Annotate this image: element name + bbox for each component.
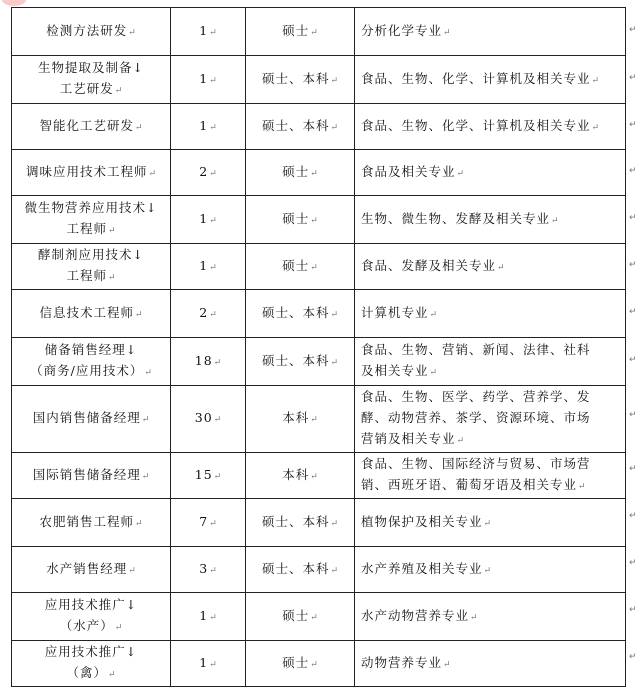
paragraph-mark: ↵ — [209, 565, 217, 576]
position-cell — [12, 244, 171, 290]
paragraph-mark: ↵ — [134, 518, 143, 529]
paragraph-mark: ↵ — [114, 86, 123, 96]
count-cell — [171, 641, 246, 687]
row-end-mark: ↵ — [629, 355, 637, 365]
major-cell — [355, 386, 626, 453]
paragraph-mark: ↵ — [209, 262, 217, 273]
degree-cell-text: 硕士 — [282, 22, 310, 38]
position-line: 生物提取及制备↓ — [38, 60, 144, 75]
position-line: （禽）↵ — [66, 665, 116, 680]
degree-cell — [246, 150, 355, 196]
position-line: 农肥销售工程师↵ — [39, 513, 143, 529]
paragraph-mark: ↵ — [330, 518, 339, 529]
position-line: 微生物营养应用技术↓ — [24, 200, 158, 215]
major-cell-text: 食品、发酵及相关专业 — [361, 257, 497, 273]
degree-cell — [246, 8, 355, 56]
position-line: 调味应用技术工程师↵ — [25, 163, 157, 179]
major-cell-text: 动物营养专业 — [361, 654, 443, 670]
major-cell-text: 食品、生物、营销、新闻、法律、社科及相关专业 — [361, 342, 591, 378]
row-end-mark: ↵ — [629, 73, 637, 83]
count-cell-text: 3 — [199, 560, 209, 576]
paragraph-mark: ↵ — [497, 262, 505, 273]
count-cell — [171, 386, 246, 453]
paragraph-mark: ↵ — [107, 273, 116, 283]
table-row — [12, 56, 626, 104]
major-cell — [355, 104, 626, 150]
paragraph-mark: ↵ — [209, 518, 217, 529]
major-cell — [355, 547, 626, 593]
degree-cell-text: 硕士、本科 — [261, 513, 330, 529]
row-end-mark: ↵ — [629, 213, 637, 223]
position-line: 储备销售经理↓ — [44, 342, 138, 357]
count-cell — [171, 150, 246, 196]
paragraph-mark: ↵ — [591, 75, 600, 86]
position-line: 智能化工艺研发↵ — [39, 117, 143, 133]
paragraph-mark: ↵ — [330, 75, 339, 86]
paragraph-mark: ↵ — [443, 659, 451, 670]
position-cell — [12, 547, 171, 593]
paragraph-mark: ↵ — [134, 309, 143, 320]
count-cell-text: 30 — [194, 410, 213, 425]
major-cell — [355, 641, 626, 687]
count-cell — [171, 593, 246, 641]
position-cell — [12, 453, 171, 499]
major-cell — [355, 593, 626, 641]
paragraph-mark: ↵ — [429, 368, 438, 378]
count-cell-text: 1 — [199, 70, 209, 86]
corner-mark — [2, 0, 26, 6]
major-cell-text: 水产动物营养专业 — [361, 607, 470, 623]
paragraph-mark: ↵ — [443, 27, 451, 38]
paragraph-mark: ↵ — [456, 436, 465, 446]
position-cell — [12, 104, 171, 150]
degree-cell-text: 硕士、本科 — [261, 304, 330, 320]
position-line: 国际销售储备经理↵ — [32, 466, 150, 482]
paragraph-mark: ↵ — [591, 122, 600, 133]
row-end-mark: ↵ — [629, 511, 637, 521]
degree-cell-text: 硕士 — [282, 257, 310, 273]
position-line: 工程师↵ — [66, 268, 116, 283]
position-cell — [12, 499, 171, 547]
major-cell-text: 食品及相关专业 — [361, 163, 456, 179]
major-cell-text: 计算机专业 — [361, 304, 429, 320]
paragraph-mark: ↵ — [107, 226, 116, 236]
paragraph-mark: ↵ — [551, 215, 559, 226]
row-end-mark: ↵ — [629, 166, 637, 176]
table-row — [12, 453, 626, 499]
major-cell-text: 食品、生物、国际经济与贸易、市场营销、西班牙语、葡萄牙语及相关专业 — [361, 456, 591, 492]
count-cell-text: 1 — [199, 654, 209, 670]
paragraph-mark: ↵ — [330, 122, 339, 133]
degree-cell-text: 硕士、本科 — [261, 560, 330, 576]
paragraph-mark: ↵ — [213, 415, 222, 425]
paragraph-mark: ↵ — [209, 75, 217, 86]
position-cell — [12, 338, 171, 386]
paragraph-mark: ↵ — [209, 168, 217, 179]
row-end-mark: ↵ — [629, 307, 637, 317]
major-cell — [355, 56, 626, 104]
table-row — [12, 547, 626, 593]
major-cell — [355, 290, 626, 338]
major-cell-text: 食品、生物、化学、计算机及相关专业 — [361, 117, 591, 133]
count-cell — [171, 499, 246, 547]
paragraph-mark: ↵ — [310, 415, 318, 425]
major-cell — [355, 244, 626, 290]
count-cell — [171, 338, 246, 386]
paragraph-mark: ↵ — [128, 27, 136, 38]
count-cell-text: 1 — [199, 257, 209, 273]
paragraph-mark: ↵ — [310, 471, 318, 482]
row-end-mark: ↵ — [629, 464, 637, 474]
position-line: （商务/应用技术）↵ — [30, 363, 152, 378]
paragraph-mark: ↵ — [209, 27, 217, 38]
degree-cell-text: 硕士、本科 — [261, 352, 330, 368]
position-line: 水产销售经理↵ — [46, 560, 136, 576]
position-line: 应用技术推广↓ — [44, 597, 138, 612]
paragraph-mark: ↵ — [148, 168, 157, 179]
degree-cell-text: 硕士 — [282, 163, 310, 179]
position-cell — [12, 150, 171, 196]
major-cell-text: 分析化学专业 — [361, 22, 443, 38]
degree-cell-text: 硕士 — [282, 210, 310, 226]
degree-cell-text: 硕士、本科 — [261, 117, 330, 133]
count-cell-text: 7 — [199, 513, 209, 529]
major-cell-text: 食品、生物、化学、计算机及相关专业 — [361, 70, 591, 86]
major-cell-text: 食品、生物、医学、药学、营养学、发酵、动物营养、茶学、资源环境、市场营销及相关专业 — [361, 389, 591, 446]
count-cell-text: 2 — [199, 163, 209, 179]
degree-cell — [246, 104, 355, 150]
paragraph-mark: ↵ — [134, 122, 143, 133]
paragraph-mark: ↵ — [141, 471, 150, 482]
paragraph-mark: ↵ — [578, 482, 586, 492]
count-cell-text: 1 — [199, 210, 209, 226]
row-end-mark: ↵ — [629, 652, 637, 662]
degree-cell-text: 硕士、本科 — [261, 70, 330, 86]
count-cell — [171, 196, 246, 244]
paragraph-mark: ↵ — [330, 565, 339, 576]
paragraph-mark: ↵ — [114, 623, 123, 633]
row-end-mark: ↵ — [629, 260, 637, 270]
count-cell — [171, 8, 246, 56]
row-end-mark: ↵ — [629, 120, 637, 130]
major-cell — [355, 196, 626, 244]
paragraph-mark: ↵ — [310, 262, 318, 273]
position-line: 信息技术工程师↵ — [39, 304, 143, 320]
table-row — [12, 104, 626, 150]
position-line: 国内销售储备经理↵ — [32, 410, 150, 425]
degree-cell-text: 本科 — [282, 466, 310, 482]
degree-cell — [246, 547, 355, 593]
paragraph-mark: ↵ — [429, 309, 438, 320]
count-cell-text: 1 — [199, 117, 209, 133]
row-end-mark: ↵ — [629, 410, 637, 420]
degree-cell — [246, 453, 355, 499]
paragraph-mark: ↵ — [209, 122, 217, 133]
paragraph-mark: ↵ — [310, 27, 318, 38]
position-line: 酵制剂应用技术↓ — [38, 247, 144, 262]
paragraph-mark: ↵ — [310, 659, 318, 670]
count-cell — [171, 56, 246, 104]
paragraph-mark: ↵ — [107, 670, 116, 680]
paragraph-mark: ↵ — [310, 215, 318, 226]
paragraph-mark: ↵ — [213, 357, 222, 368]
major-cell — [355, 150, 626, 196]
row-end-mark: ↵ — [629, 605, 637, 615]
degree-cell — [246, 338, 355, 386]
major-cell — [355, 338, 626, 386]
major-cell-text: 植物保护及相关专业 — [361, 513, 483, 529]
degree-cell — [246, 56, 355, 104]
degree-cell — [246, 196, 355, 244]
position-cell — [12, 290, 171, 338]
count-cell — [171, 547, 246, 593]
paragraph-mark: ↵ — [209, 612, 217, 623]
position-cell — [12, 56, 171, 104]
count-cell — [171, 244, 246, 290]
degree-cell-text: 硕士 — [282, 654, 310, 670]
paragraph-mark: ↵ — [456, 168, 465, 179]
table-row — [12, 290, 626, 338]
major-cell — [355, 8, 626, 56]
major-cell-text: 水产养殖及相关专业 — [361, 560, 483, 576]
paragraph-mark: ↵ — [330, 309, 339, 320]
count-cell-text: 18 — [194, 352, 213, 368]
major-cell-text: 生物、微生物、发酵及相关专业 — [361, 210, 551, 226]
table-row — [12, 196, 626, 244]
degree-cell — [246, 244, 355, 290]
count-cell-text: 1 — [199, 607, 209, 623]
degree-cell — [246, 290, 355, 338]
position-cell — [12, 593, 171, 641]
position-line: （水产）↵ — [59, 618, 123, 633]
position-line: 工艺研发↵ — [59, 81, 123, 96]
paragraph-mark: ↵ — [144, 368, 152, 378]
degree-cell-text: 硕士 — [282, 607, 310, 623]
paragraph-mark: ↵ — [330, 357, 339, 368]
position-line: 工程师↵ — [66, 221, 116, 236]
count-cell — [171, 453, 246, 499]
table-row — [12, 244, 626, 290]
table-row — [12, 499, 626, 547]
table-row — [12, 593, 626, 641]
position-line: 检测方法研发↵ — [46, 22, 136, 38]
paragraph-mark: ↵ — [128, 565, 136, 576]
table-row — [12, 338, 626, 386]
table-row — [12, 8, 626, 56]
degree-cell — [246, 641, 355, 687]
paragraph-mark: ↵ — [141, 415, 150, 425]
paragraph-mark: ↵ — [310, 168, 318, 179]
major-cell — [355, 499, 626, 547]
table-row — [12, 150, 626, 196]
major-cell — [355, 453, 626, 499]
position-cell — [12, 8, 171, 56]
paragraph-mark: ↵ — [483, 565, 492, 576]
degree-cell — [246, 499, 355, 547]
degree-cell — [246, 386, 355, 453]
row-end-mark: ↵ — [629, 25, 637, 35]
count-cell-text: 15 — [194, 466, 213, 482]
paragraph-mark: ↵ — [209, 215, 217, 226]
position-cell — [12, 386, 171, 453]
paragraph-mark: ↵ — [209, 659, 217, 670]
paragraph-mark: ↵ — [483, 518, 492, 529]
position-line: 应用技术推广↓ — [44, 644, 138, 659]
table-row — [12, 386, 626, 453]
degree-cell — [246, 593, 355, 641]
count-cell — [171, 104, 246, 150]
row-end-mark: ↵ — [629, 558, 637, 568]
count-cell — [171, 290, 246, 338]
table-row — [12, 641, 626, 687]
paragraph-mark: ↵ — [213, 471, 222, 482]
position-cell — [12, 641, 171, 687]
count-cell-text: 2 — [199, 304, 209, 320]
recruitment-table — [11, 7, 626, 687]
count-cell-text: 1 — [199, 22, 209, 38]
degree-cell-text: 本科 — [282, 410, 310, 425]
paragraph-mark: ↵ — [209, 309, 217, 320]
paragraph-mark: ↵ — [470, 612, 478, 623]
table-body — [12, 8, 626, 687]
paragraph-mark: ↵ — [310, 612, 318, 623]
position-cell — [12, 196, 171, 244]
